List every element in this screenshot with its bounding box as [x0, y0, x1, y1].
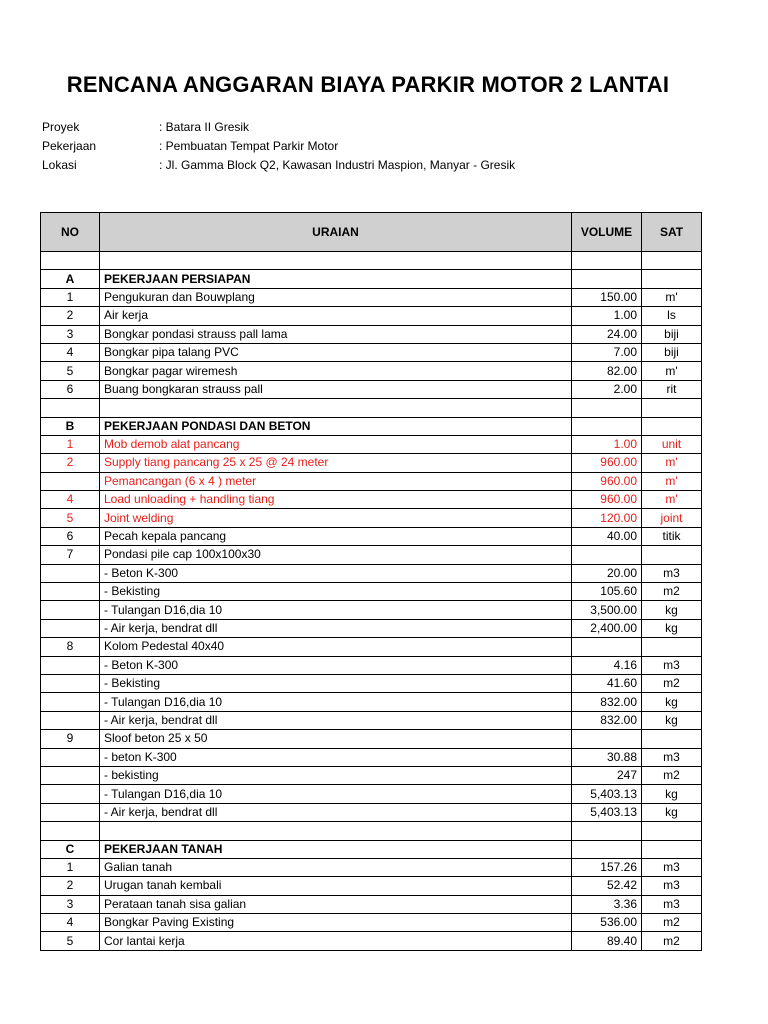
cell-no: 3	[41, 895, 100, 913]
cell-sat: m'	[642, 362, 702, 380]
cell-uraian: Buang bongkaran strauss pall	[100, 380, 572, 398]
cell-uraian: - beton K-300	[100, 748, 572, 766]
cell-no: 7	[41, 546, 100, 564]
cell-uraian: PEKERJAAN PERSIAPAN	[100, 270, 572, 288]
cell-no: 9	[41, 730, 100, 748]
cell-sat: biji	[642, 325, 702, 343]
cell-volume	[572, 638, 642, 656]
cell-uraian: Pemancangan (6 x 4 ) meter	[100, 472, 572, 490]
table-row	[41, 895, 702, 913]
cell-uraian: - Air kerja, bendrat dll	[100, 803, 572, 821]
cell-sat: m3	[642, 895, 702, 913]
cell-volume: 52.42	[572, 877, 642, 895]
cell-volume	[572, 252, 642, 270]
cell-no	[41, 674, 100, 692]
cell-volume: 41.60	[572, 674, 642, 692]
cell-volume: 5,403.13	[572, 785, 642, 803]
cell-uraian: Supply tiang pancang 25 x 25 @ 24 meter	[100, 454, 572, 472]
cell-uraian: - Tulangan D16,dia 10	[100, 785, 572, 803]
cell-uraian: Bongkar pondasi strauss pall lama	[100, 325, 572, 343]
cell-sat	[642, 399, 702, 417]
cell-uraian: - Beton K-300	[100, 656, 572, 674]
cell-uraian: Sloof beton 25 x 50	[100, 730, 572, 748]
cell-volume	[572, 822, 642, 840]
cell-no: 3	[41, 325, 100, 343]
cell-no: 5	[41, 362, 100, 380]
header-sat: SAT	[642, 213, 702, 252]
cell-sat: m3	[642, 858, 702, 876]
cell-uraian: PEKERJAAN TANAH	[100, 840, 572, 858]
cell-sat: m2	[642, 674, 702, 692]
cell-uraian: Mob demob alat pancang	[100, 435, 572, 453]
cell-no: 1	[41, 858, 100, 876]
section-row	[41, 840, 702, 858]
cell-uraian: Air kerja	[100, 307, 572, 325]
table-row	[41, 564, 702, 582]
cell-uraian: - Tulangan D16,dia 10	[100, 601, 572, 619]
info-label: Proyek	[42, 120, 80, 134]
cell-sat	[642, 730, 702, 748]
cell-no	[41, 619, 100, 637]
cell-uraian: Load unloading + handling tiang	[100, 491, 572, 509]
cell-volume	[572, 840, 642, 858]
table-row	[41, 288, 702, 306]
cell-no: 1	[41, 288, 100, 306]
cell-volume: 3,500.00	[572, 601, 642, 619]
cell-no: 6	[41, 380, 100, 398]
cell-sat: rit	[642, 380, 702, 398]
cell-uraian	[100, 252, 572, 270]
cell-sat: m3	[642, 748, 702, 766]
cell-sat: m2	[642, 583, 702, 601]
cell-no	[41, 711, 100, 729]
cell-volume	[572, 730, 642, 748]
cell-volume: 2,400.00	[572, 619, 642, 637]
cell-volume: 2.00	[572, 380, 642, 398]
cell-sat: kg	[642, 785, 702, 803]
table-row	[41, 932, 702, 950]
cell-sat: kg	[642, 619, 702, 637]
cell-volume	[572, 270, 642, 288]
cell-volume	[572, 399, 642, 417]
table-row	[41, 472, 702, 490]
spacer-row	[41, 399, 702, 417]
cell-sat: m'	[642, 288, 702, 306]
table-row	[41, 693, 702, 711]
cell-uraian: Pondasi pile cap 100x100x30	[100, 546, 572, 564]
table-row	[41, 674, 702, 692]
table-row	[41, 454, 702, 472]
cell-sat: m3	[642, 656, 702, 674]
table-row	[41, 583, 702, 601]
cell-volume: 1.00	[572, 435, 642, 453]
cell-sat: unit	[642, 435, 702, 453]
cell-no: 5	[41, 509, 100, 527]
cell-sat: m3	[642, 877, 702, 895]
header-no: NO	[41, 213, 100, 252]
info-value: : Pembuatan Tempat Parkir Motor	[159, 139, 339, 153]
cell-uraian: - Air kerja, bendrat dll	[100, 711, 572, 729]
table-row	[41, 619, 702, 637]
cell-sat: kg	[642, 693, 702, 711]
cell-no: 4	[41, 491, 100, 509]
cell-uraian: - Bekisting	[100, 583, 572, 601]
table-row	[41, 527, 702, 545]
cell-volume: 832.00	[572, 711, 642, 729]
cell-sat: m2	[642, 914, 702, 932]
cell-sat: kg	[642, 711, 702, 729]
table-row	[41, 601, 702, 619]
cell-no	[41, 803, 100, 821]
cell-uraian: - Bekisting	[100, 674, 572, 692]
cell-no: 6	[41, 527, 100, 545]
cell-uraian: Pecah kepala pancang	[100, 527, 572, 545]
cell-volume: 4.16	[572, 656, 642, 674]
table-row	[41, 766, 702, 784]
cell-sat	[642, 270, 702, 288]
table-row	[41, 730, 702, 748]
cell-volume: 120.00	[572, 509, 642, 527]
cell-no: 1	[41, 435, 100, 453]
table-header-row	[41, 213, 702, 252]
cell-sat	[642, 252, 702, 270]
cell-sat	[642, 546, 702, 564]
cell-no: A	[41, 270, 100, 288]
cell-sat: m2	[642, 766, 702, 784]
table-row	[41, 435, 702, 453]
info-label: Lokasi	[42, 158, 77, 172]
cell-sat: ls	[642, 307, 702, 325]
cell-no: B	[41, 417, 100, 435]
cell-uraian: Galian tanah	[100, 858, 572, 876]
table-row	[41, 748, 702, 766]
budget-table	[40, 212, 702, 951]
cell-no	[41, 252, 100, 270]
cell-uraian	[100, 822, 572, 840]
cell-volume: 7.00	[572, 343, 642, 361]
table-row	[41, 307, 702, 325]
section-row	[41, 270, 702, 288]
table-row	[41, 325, 702, 343]
cell-volume	[572, 546, 642, 564]
cell-volume: 150.00	[572, 288, 642, 306]
cell-no	[41, 766, 100, 784]
cell-no	[41, 399, 100, 417]
section-row	[41, 417, 702, 435]
cell-no: 2	[41, 307, 100, 325]
spacer-row	[41, 822, 702, 840]
table-row	[41, 803, 702, 821]
cell-volume: 1.00	[572, 307, 642, 325]
cell-uraian: - Beton K-300	[100, 564, 572, 582]
cell-uraian: - bekisting	[100, 766, 572, 784]
cell-volume: 40.00	[572, 527, 642, 545]
cell-no	[41, 656, 100, 674]
info-label: Pekerjaan	[42, 139, 97, 153]
cell-volume: 960.00	[572, 454, 642, 472]
cell-sat: joint	[642, 509, 702, 527]
cell-sat: m2	[642, 932, 702, 950]
table-row	[41, 380, 702, 398]
info-value: : Batara II Gresik	[159, 120, 250, 134]
cell-volume: 82.00	[572, 362, 642, 380]
table-row	[41, 711, 702, 729]
table-row	[41, 509, 702, 527]
table-row	[41, 362, 702, 380]
cell-no	[41, 785, 100, 803]
cell-volume	[572, 417, 642, 435]
cell-uraian: Bongkar pagar wiremesh	[100, 362, 572, 380]
cell-uraian: Perataan tanah sisa galian	[100, 895, 572, 913]
info-value: : Jl. Gamma Block Q2, Kawasan Industri Maspion, Manyar - Gresik	[159, 158, 516, 172]
cell-sat: kg	[642, 803, 702, 821]
cell-no: 4	[41, 343, 100, 361]
cell-no: 2	[41, 877, 100, 895]
cell-uraian: PEKERJAAN PONDASI DAN BETON	[100, 417, 572, 435]
header-volume: VOLUME	[572, 213, 642, 252]
cell-sat: m3	[642, 564, 702, 582]
table-row	[41, 785, 702, 803]
cell-no	[41, 564, 100, 582]
table-row	[41, 343, 702, 361]
cell-volume: 30.88	[572, 748, 642, 766]
cell-uraian: - Air kerja, bendrat dll	[100, 619, 572, 637]
table-row	[41, 546, 702, 564]
cell-volume: 3.36	[572, 895, 642, 913]
table-row	[41, 656, 702, 674]
document-title: RENCANA ANGGARAN BIAYA PARKIR MOTOR 2 LANTAI	[66, 72, 670, 97]
cell-no	[41, 822, 100, 840]
cell-no: 2	[41, 454, 100, 472]
cell-volume: 960.00	[572, 491, 642, 509]
table-body	[41, 252, 702, 951]
cell-no: 5	[41, 932, 100, 950]
cell-no	[41, 472, 100, 490]
cell-no	[41, 601, 100, 619]
cell-uraian: Joint welding	[100, 509, 572, 527]
cell-uraian: Cor lantai kerja	[100, 932, 572, 950]
cell-sat	[642, 417, 702, 435]
cell-uraian: Kolom Pedestal 40x40	[100, 638, 572, 656]
cell-sat	[642, 638, 702, 656]
cell-sat	[642, 840, 702, 858]
cell-volume: 157.26	[572, 858, 642, 876]
cell-volume: 536.00	[572, 914, 642, 932]
cell-volume: 105.60	[572, 583, 642, 601]
cell-uraian: - Tulangan D16,dia 10	[100, 693, 572, 711]
cell-sat: titik	[642, 527, 702, 545]
cell-no	[41, 748, 100, 766]
cell-volume: 89.40	[572, 932, 642, 950]
cell-no	[41, 583, 100, 601]
cell-volume: 24.00	[572, 325, 642, 343]
header-uraian: URAIAN	[100, 213, 572, 252]
table-row	[41, 877, 702, 895]
cell-no: 4	[41, 914, 100, 932]
cell-volume: 832.00	[572, 693, 642, 711]
cell-sat: m'	[642, 472, 702, 490]
cell-volume: 247	[572, 766, 642, 784]
cell-sat: kg	[642, 601, 702, 619]
cell-sat: biji	[642, 343, 702, 361]
table-row	[41, 491, 702, 509]
table-row	[41, 858, 702, 876]
cell-uraian: Bongkar pipa talang PVC	[100, 343, 572, 361]
cell-volume: 960.00	[572, 472, 642, 490]
cell-no	[41, 693, 100, 711]
cell-volume: 5,403.13	[572, 803, 642, 821]
cell-uraian	[100, 399, 572, 417]
cell-no: 8	[41, 638, 100, 656]
cell-sat	[642, 822, 702, 840]
table-row	[41, 914, 702, 932]
cell-volume: 20.00	[572, 564, 642, 582]
cell-sat: m'	[642, 491, 702, 509]
cell-uraian: Urugan tanah kembali	[100, 877, 572, 895]
cell-no: C	[41, 840, 100, 858]
table-row	[41, 638, 702, 656]
cell-uraian: Bongkar Paving Existing	[100, 914, 572, 932]
spacer-row	[41, 252, 702, 270]
cell-sat: m'	[642, 454, 702, 472]
cell-uraian: Pengukuran dan Bouwplang	[100, 288, 572, 306]
